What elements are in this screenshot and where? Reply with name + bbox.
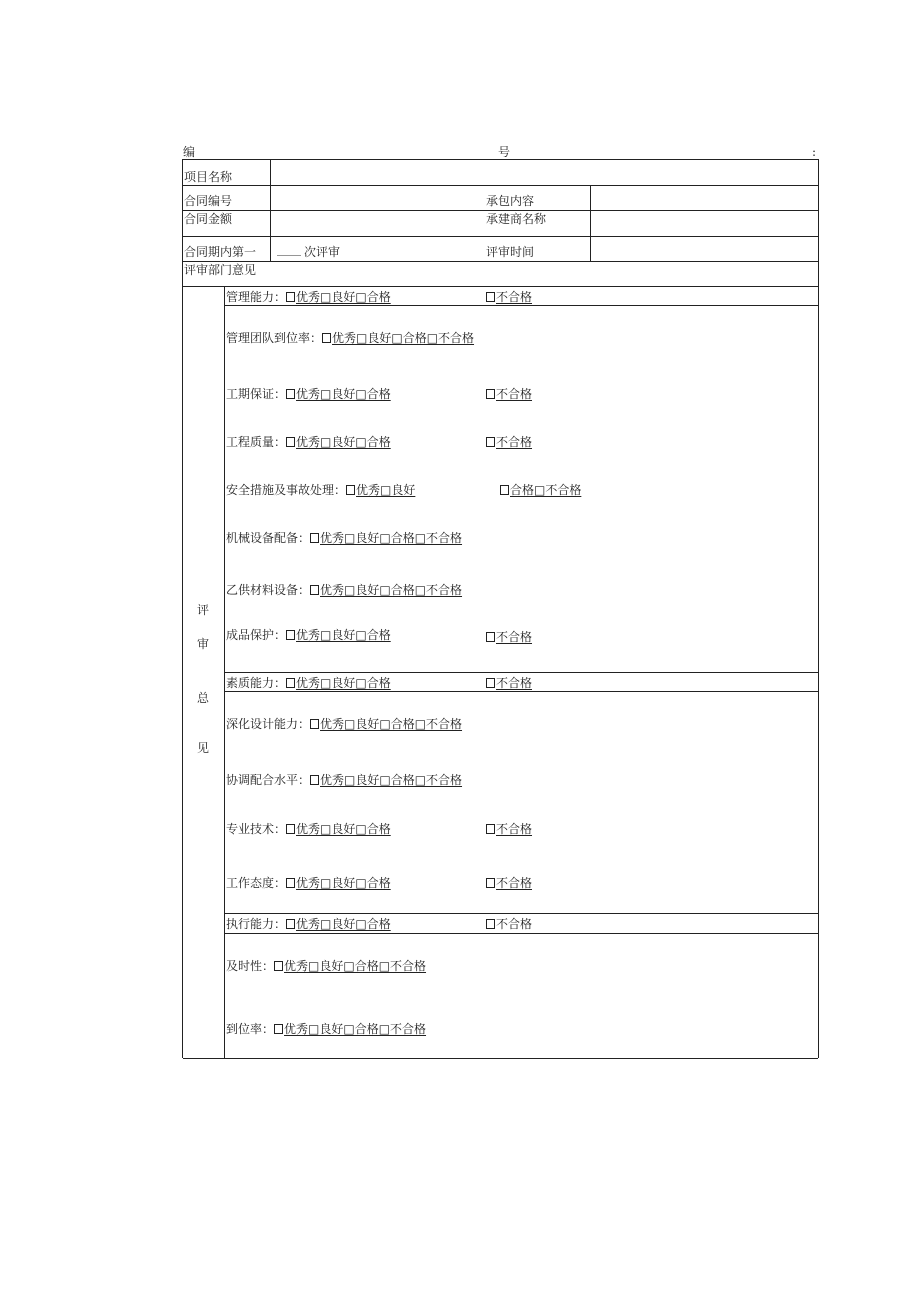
criterion-row: 安全措施及事故处理： 优秀□良好 bbox=[226, 483, 416, 497]
criterion-row: 深化设计能力： 优秀□良好□合格□不合格 bbox=[226, 717, 463, 731]
criterion-row: 执行能力： 优秀□良好□合格 bbox=[226, 917, 391, 931]
criterion-row: 管理能力： 优秀□良好□合格 bbox=[226, 290, 391, 304]
criterion-last-option: 不合格 bbox=[486, 630, 532, 644]
header-left: 编 bbox=[183, 145, 196, 159]
criterion-row: 管理团队到位率： 优秀□良好□合格□不合格 bbox=[226, 331, 475, 345]
criterion-last-option: 不合格 bbox=[486, 917, 532, 931]
contract-no-label: 合同编号 bbox=[184, 194, 233, 208]
criterion-last-option: 不合格 bbox=[486, 435, 532, 449]
criterion-last-option: 不合格 bbox=[486, 822, 532, 836]
review-time-label: 评审时间 bbox=[486, 245, 535, 259]
criterion-row: 乙供材料设备： 优秀□良好□合格□不合格 bbox=[226, 583, 463, 597]
criterion-row: 专业技术： 优秀□良好□合格 bbox=[226, 822, 391, 836]
project-name-label: 项目名称 bbox=[184, 170, 233, 184]
summary-char-4: 见 bbox=[196, 741, 209, 755]
summary-char-3: 总 bbox=[196, 691, 209, 705]
criterion-row: 机械设备配备： 优秀□良好□合格□不合格 bbox=[226, 531, 463, 545]
criterion-row: 工期保证： 优秀□良好□合格 bbox=[226, 387, 391, 401]
review-round-blank: ____ bbox=[277, 242, 301, 256]
contract-amount-label: 合同金额 bbox=[184, 212, 233, 226]
review-round-prefix: 合同期内第一 bbox=[184, 245, 257, 259]
criterion-last-option: 不合格 bbox=[486, 876, 532, 890]
header-right: : bbox=[812, 145, 817, 159]
dept-opinion-label: 评审部门意见 bbox=[184, 263, 257, 277]
criterion-last-option: 不合格 bbox=[486, 676, 532, 690]
criterion-last-option: 不合格 bbox=[486, 387, 532, 401]
criterion-row: 素质能力： 优秀□良好□合格 bbox=[226, 676, 391, 690]
header-center: 号 bbox=[498, 145, 511, 159]
criterion-row: 工程质量： 优秀□良好□合格 bbox=[226, 435, 391, 449]
review-round-suffix: 次评审 bbox=[304, 245, 341, 259]
criterion-last-option: 合格□不合格 bbox=[500, 483, 581, 497]
summary-char-1: 评 bbox=[196, 603, 209, 617]
criterion-row: 到位率： 优秀□良好□合格□不合格 bbox=[226, 1022, 427, 1036]
criterion-row: 及时性： 优秀□良好□合格□不合格 bbox=[226, 959, 427, 973]
criterion-row: 工作态度： 优秀□良好□合格 bbox=[226, 876, 391, 890]
scope-label: 承包内容 bbox=[486, 194, 535, 208]
criterion-row: 协调配合水平： 优秀□良好□合格□不合格 bbox=[226, 773, 463, 787]
contractor-label: 承建商名称 bbox=[486, 212, 547, 226]
criterion-row: 成品保护： 优秀□良好□合格 bbox=[226, 628, 391, 642]
summary-char-2: 审 bbox=[196, 637, 209, 651]
criterion-last-option: 不合格 bbox=[486, 290, 532, 304]
